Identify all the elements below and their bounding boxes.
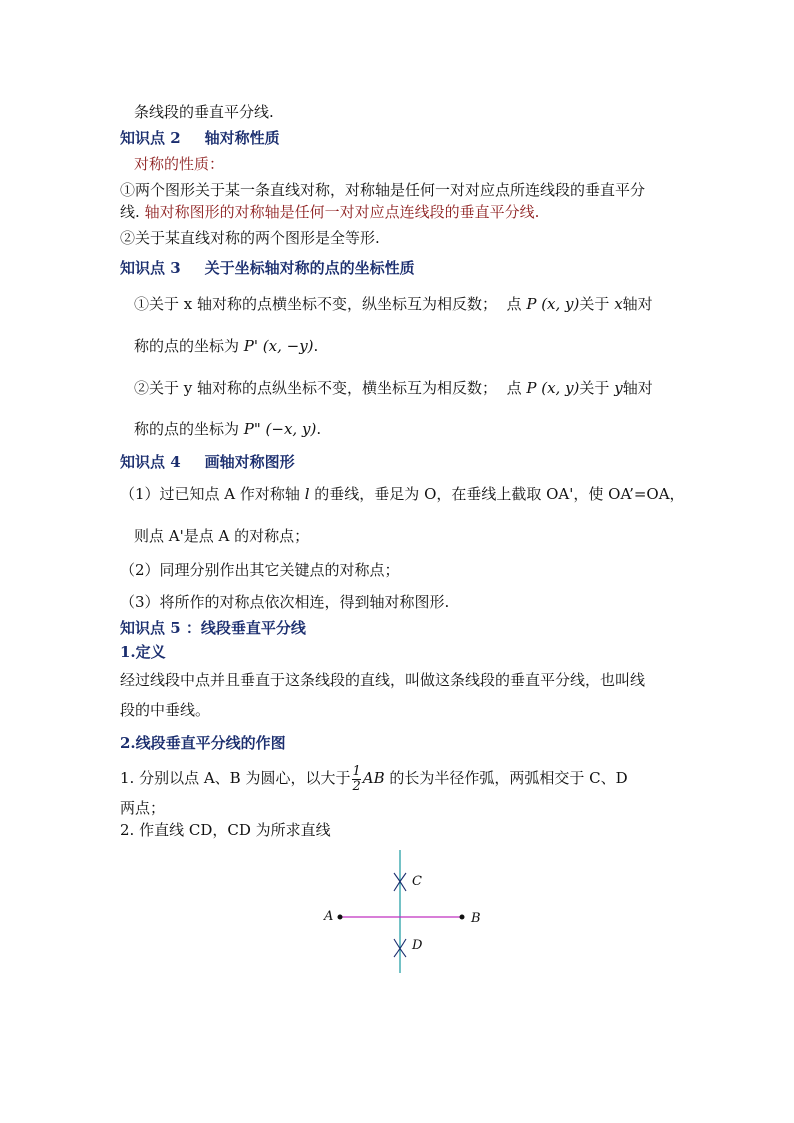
text-span: 点	[506, 295, 522, 313]
text-span: 关于	[579, 295, 610, 313]
math-expression: P' (x, −y)	[243, 337, 314, 355]
text-line	[134, 294, 653, 314]
label-a: A	[324, 909, 334, 924]
math-expression: AB	[362, 769, 385, 787]
text-span: 的垂线，垂足为 O，在垂线上截取 OA'，使 OA’=OA，	[314, 485, 685, 503]
text-span: .	[313, 337, 319, 355]
label-c: C	[412, 874, 422, 889]
text-span: （1）过已知点 A 作对称轴	[120, 485, 300, 503]
point-a	[338, 915, 343, 920]
math-variable: x	[614, 295, 623, 313]
heading-name: 画轴对称图形	[204, 453, 295, 471]
text-span: 的长为半径作弧，两弧相交于 C、D	[389, 769, 628, 787]
text-span: ②关于 y 轴对称的点纵坐标不变，横坐标互为相反数；	[134, 379, 498, 397]
subsection-heading: 1.定义	[120, 643, 166, 661]
text-line: 两点；	[120, 799, 166, 817]
text-line	[120, 764, 628, 794]
section-heading-kp3	[120, 258, 415, 278]
text-span: 1. 分别以点 A、B 为圆心，以大于	[120, 769, 351, 787]
text-line: （2）同理分别作出其它关键点的对称点；	[120, 561, 400, 579]
text-line	[120, 484, 685, 504]
math-expression: P (x, y)	[526, 379, 580, 397]
text-line	[134, 378, 653, 398]
subheading: 对称的性质：	[134, 155, 225, 173]
heading-number: 知识点 2	[120, 129, 181, 147]
text-span: 关于	[579, 379, 610, 397]
perpendicular-bisector-figure	[300, 845, 520, 980]
math-variable: y	[614, 379, 623, 397]
math-expression: P" (−x, y)	[243, 420, 317, 438]
text-span: 轴对	[622, 379, 653, 397]
text-line: 经过线段中点并且垂直于这条线段的直线，叫做这条线段的垂直平分线，也叫线	[120, 671, 646, 689]
label-b: B	[471, 911, 481, 926]
text-span: 线.	[120, 203, 140, 221]
fraction-one-half	[352, 765, 360, 794]
text-line	[120, 202, 539, 222]
math-variable: l	[304, 485, 310, 503]
point-b	[460, 915, 465, 920]
text-line: ②关于某直线对称的两个图形是全等形.	[120, 229, 380, 247]
text-line	[134, 336, 318, 356]
section-heading-kp4	[120, 452, 295, 472]
text-line: 则点 A'是点 A 的对称点；	[134, 527, 310, 545]
text-line	[134, 419, 321, 439]
text-span: 称的点的坐标为	[134, 337, 240, 355]
label-d: D	[412, 938, 423, 953]
text-span: ①关于 x 轴对称的点横坐标不变，纵坐标互为相反数；	[134, 295, 497, 313]
text-span: 点	[506, 379, 522, 397]
text-span: 轴对	[622, 295, 653, 313]
highlighted-text: 轴对称图形的对称轴是任何一对对应点连线段的垂直平分线.	[144, 203, 540, 221]
subsection-heading: 2.线段垂直平分线的作图	[120, 734, 286, 752]
heading-name: 轴对称性质	[204, 129, 280, 147]
text-line: 条线段的垂直平分线.	[134, 103, 274, 121]
text-line: 段的中垂线。	[120, 701, 211, 719]
text-span: .	[316, 420, 322, 438]
section-heading-kp5: 知识点 5 ：线段垂直平分线	[120, 619, 306, 637]
heading-name: 关于坐标轴对称的点的坐标性质	[204, 259, 415, 277]
fraction-numerator: 1	[352, 763, 361, 779]
text-span: 称的点的坐标为	[134, 420, 240, 438]
section-heading-kp2	[120, 128, 280, 148]
text-line: （3）将所作的对称点依次相连，得到轴对称图形.	[120, 593, 450, 611]
heading-number: 知识点 4	[120, 453, 181, 471]
text-line: ①两个图形关于某一条直线对称，对称轴是任何一对对应点所连线段的垂直平分	[120, 181, 646, 199]
heading-number: 知识点 3	[120, 259, 181, 277]
math-expression: P (x, y)	[526, 295, 580, 313]
text-line: 2. 作直线 CD，CD 为所求直线	[120, 821, 331, 839]
fraction-denominator: 2	[352, 778, 361, 794]
